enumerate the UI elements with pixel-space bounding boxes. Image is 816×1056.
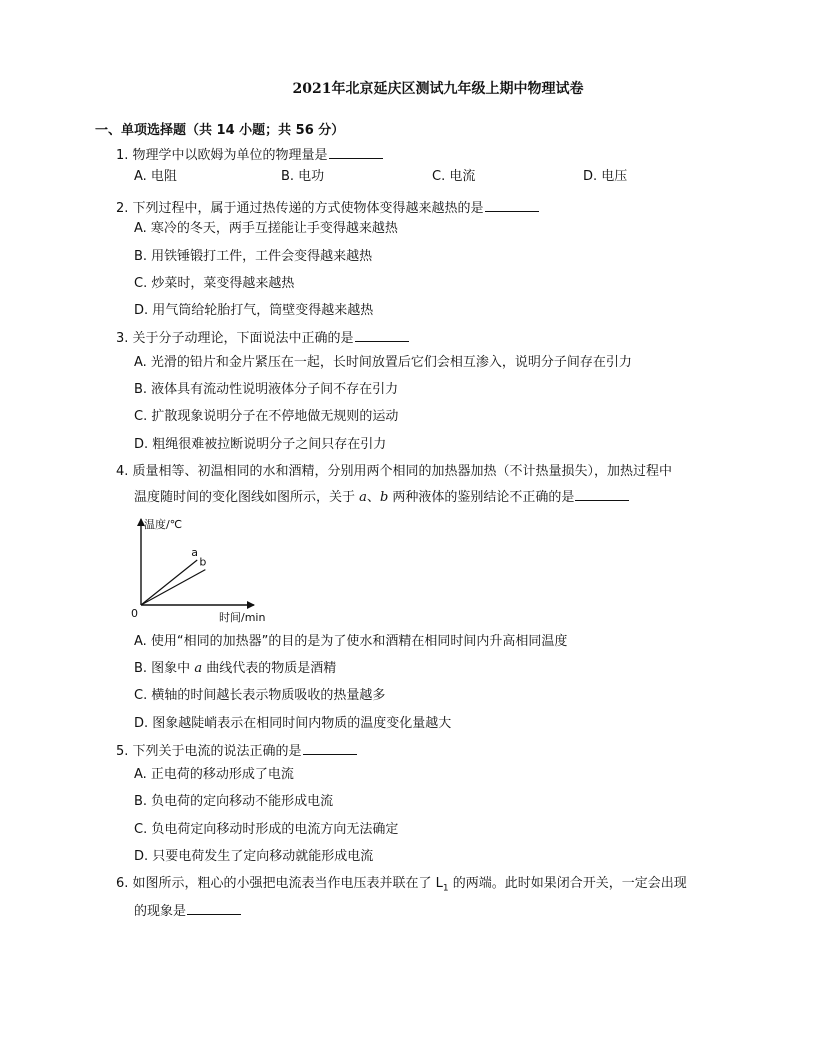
question-2-option-c: C. 炒菜时，菜变得越来越热 xyxy=(134,276,295,291)
section-heading: 一、单项选择题（共 14 小题；共 56 分） xyxy=(95,123,345,138)
answer-blank xyxy=(575,488,629,501)
variable-a: a xyxy=(194,661,203,676)
page-title: 2021年北京延庆区测试九年级上期中物理试卷 xyxy=(292,81,584,97)
question-4-option-c: C. 横轴的时间越长表示物质吸收的热量越多 xyxy=(134,688,386,703)
question-1-options xyxy=(134,168,694,186)
question-2-stem: 2. 下列过程中，属于通过热传递的方式使物体变得越来越热的是 xyxy=(116,199,539,218)
question-4-option-a: A. 使用“相同的加热器”的目的是为了使水和酒精在相同时间内升高相同温度 xyxy=(134,634,568,649)
variable-a: a xyxy=(359,490,367,505)
question-1-stem: 1. 物理学中以欧姆为单位的物理量是 xyxy=(116,146,383,165)
question-5-option-c: C. 负电荷定向移动时形成的电流方向无法确定 xyxy=(134,822,399,837)
question-5-option-a: A. 正电荷的移动形成了电流 xyxy=(134,767,294,782)
question-5-option-b: B. 负电荷的定向移动不能形成电流 xyxy=(134,794,334,809)
y-axis-label: 温度/℃ xyxy=(144,518,183,531)
answer-blank xyxy=(329,146,383,159)
series-label-b: b xyxy=(199,555,207,569)
x-axis-label: 时间/min xyxy=(219,611,266,624)
question-2-option-b: B. 用铁锤锻打工件，工件会变得越来越热 xyxy=(134,249,373,264)
answer-blank xyxy=(187,902,241,915)
question-4-option-b: B. 图象中 a 曲线代表的物质是酒精 xyxy=(134,661,337,676)
option-b: B. 电功 xyxy=(281,169,325,184)
question-3-option-d: D. 粗绳很难被拉断说明分子之间只存在引力 xyxy=(134,437,387,452)
question-2-option-a: A. 寒冷的冬天，两手互搓能让手变得越来越热 xyxy=(134,221,398,236)
option-d: D. 电压 xyxy=(583,169,628,184)
question-6-stem-line-1: 6. 如图所示，粗心的小强把电流表当作电压表并联在了 $L_1$ 的两端。此时如果闭合开关，一定会出现 xyxy=(116,876,687,894)
question-4-stem-line-2: 温度随时间的变化图线如图所示，关于 a、b 两种液体的鉴别结论不正确的是 xyxy=(134,488,629,507)
question-3-option-b: B. 液体具有流动性说明液体分子间不存在引力 xyxy=(134,382,399,397)
temperature-time-chart xyxy=(128,513,268,625)
series-line-b xyxy=(141,570,205,605)
question-4-option-d: D. 图象越陡峭表示在相同时间内物质的温度变化量越大 xyxy=(134,716,452,731)
answer-blank xyxy=(303,742,357,755)
question-4-stem-line-1: 4. 质量相等、初温相同的水和酒精，分别用两个相同的加热器加热（不计热量损失），加热过程中 xyxy=(116,464,673,479)
answer-blank xyxy=(485,199,539,212)
question-6-stem-line-2: 的现象是 xyxy=(134,902,241,921)
question-5-option-d: D. 只要电荷发生了定向移动就能形成电流 xyxy=(134,849,374,864)
answer-blank xyxy=(355,329,409,342)
question-3-option-c: C. 扩散现象说明分子在不停地做无规则的运动 xyxy=(134,409,399,424)
series-label-a: a xyxy=(191,546,198,560)
option-c: C. 电流 xyxy=(432,169,476,184)
question-3-option-a: A. 光滑的铅片和金片紧压在一起，长时间放置后它们会相互渗入，说明分子间存在引力 xyxy=(134,355,632,370)
variable-b: b xyxy=(379,490,389,505)
origin-label: 0 xyxy=(131,607,138,620)
series-layer xyxy=(141,546,206,605)
series-line-a xyxy=(141,560,197,605)
question-3-stem: 3. 关于分子动理论，下面说法中正确的是 xyxy=(116,329,409,348)
question-5-stem: 5. 下列关于电流的说法正确的是 xyxy=(116,742,357,761)
question-2-option-d: D. 用气筒给轮胎打气，筒壁变得越来越热 xyxy=(134,303,374,318)
option-a: A. 电阻 xyxy=(134,169,177,184)
